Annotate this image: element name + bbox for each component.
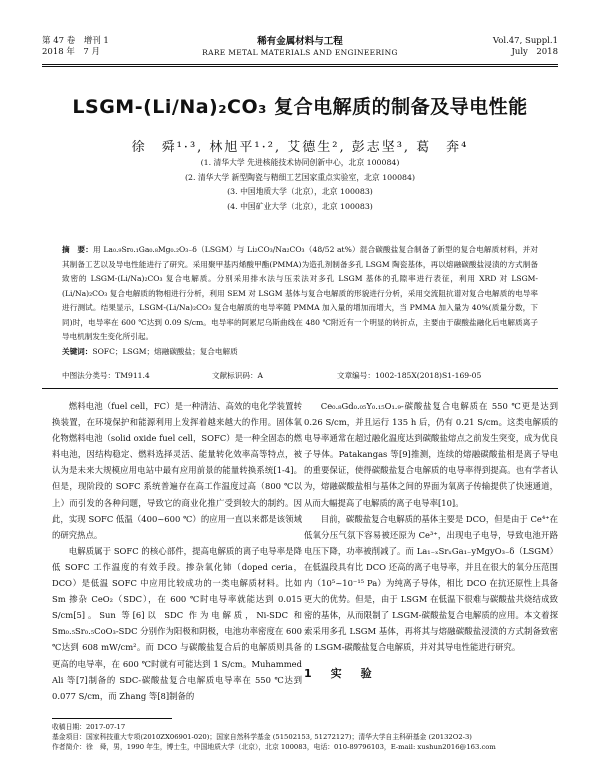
footnote-received: 收稿日期：2017-07-17 <box>52 723 126 731</box>
paragraph: 燃料电池（fuel cell，FC）是一种清洁、高效的电化学装置转换装置，在环境保护和能源利用上发挥着越来越大的作用。固体氧化物燃料电池（solid oxide fuel cell，SOFC）是一种全固态的燃料电池，因结构稳定、燃料选择灵活、能量转化效率高等特点，被认为是未来大规模应用电站中最有应用前景的能量转换系统[1-4]。但是，现阶段的 SOFC 系统普遍存在高工作温度过高（800 ℃以上）而引发的各种问题，导致它的商业化推广受到较大的制约。因此，实现 SOFC 低温（400~600 ℃）的应用一直以来都是该领域的研究热点。 <box>52 401 302 540</box>
footnote-rule <box>52 718 172 719</box>
clc-number: 中图法分类号：TM911.4 <box>62 371 150 380</box>
running-header <box>42 36 558 66</box>
paragraph: Ce₀.₈Gd₀.₀₅Y₀.₁₅O₁.₉-碳酸盐复合电解质在 550 ℃更是达到 0.26 S/cm，并且运行 135 h 后，仍有 0.21 S/cm。这类电解质的电导率通常在超过融化温度达到碳酸盐熔点之前发生突变，成为优良子导体。Patakangas 等[9]推测，连续的熔融碳酸盐相是离子导电的重要保证，使得碳酸盐复合电解质的电导率得到提高。也有学者认为，熔融碳酸盐相与基体之间的界面为氧离子传输提供了快速通道，从而大幅提高了电解质的离子电导率[10]。 <box>304 401 558 508</box>
article-number: 文章编号：1002-185X(2018)S1-169-05 <box>337 371 482 380</box>
header-rule-thin <box>42 66 558 67</box>
affiliation-4: (4. 中国矿业大学（北京），北京 100083) <box>227 201 373 211</box>
affiliations <box>0 156 600 214</box>
paragraph: 目前，碳酸盐复合电解质的基体主要是 DCO，但是由于 Ce⁴⁺在低氧分压气氛下容易被还原为 Ce³⁺，出现电子电导，导致电池开路电压下降，功率被削减了。而 La₁₋ₓSrₓGa₁₋yMgyO₃₋δ（LSGM）在低温段具有比 DCO 还高的离子电导率，并且在很大的氧分压范围内（10⁵~10⁻¹⁵ Pa）为纯离子导体，相比 DCO 在抗还原性上具备更大的优势。但是，由于 LSGM 在低温下很难与碳酸盐共烧结成致密的基体，从而限制了 LSGM-碳酸盐复合电解质的应用。本文着探索采用多孔 LSGM 基体，再将其与熔融碳酸盐浸渍的方式制备致密的 LSGM-碳酸盐复合电解质，并对其导电性能进行研究。 <box>304 513 558 653</box>
body-column-right <box>304 398 558 682</box>
footnotes <box>52 722 558 752</box>
keywords-label: 关键词： <box>62 346 93 356</box>
paper-title: LSGM-(Li/Na)₂CO₃ 复合电解质的制备及导电性能 <box>72 96 528 118</box>
paragraph: 电解质属于 SOFC 的核心部件，提高电解质的离子电导率是降低 SOFC 工作温度的有效手段。掺杂氧化铈（doped ceria，DCO）是低温 SOFC 中应用比较成功的一类电解质材料。比如 Sm 掺杂 CeO₂（SDC），在 600 ℃时电导率就能达到 0.015 S/cm[5]。Sun 等[6]以 SDC 作为电解质，Ni-SDC 和 Sm₀.₅Sr₀.₅CoO₃-SDC 分别作为阳极和阴极，电池功率密度在 600 ℃达到 608 mW/cm²。而 DCO 与碳酸盐复合后的电解质则具备更高的电导率，在 600 ℃时就有可能达到 1 S/cm。Muhammed Ali 等[7]制备的 SDC-碳酸盐复合电解质电导率在 550 ℃达到 0.077 S/cm，而 Zhang 等[8]制备的 <box>52 545 302 701</box>
body-column-left <box>52 398 302 704</box>
author-list: 徐 舜¹·³, 林旭平¹·², 艾德生², 彭志坚³, 葛 奔⁴ <box>131 140 469 155</box>
header-rule <box>42 64 558 65</box>
affiliation-3: (3. 中国地质大学（北京），北京 100083) <box>227 187 373 196</box>
section-heading: 1 实 验 <box>304 666 376 680</box>
abstract <box>62 243 538 359</box>
footnote-funding: 基金项目：国家科技重大专项(2010ZX06901-020)；国家自然科学基金 (51502153, 51272127)；清华大学自主科研基金 (20132O2-3) <box>52 733 472 741</box>
header-vol-date: Vol.47, Suppl.1 July 2018 <box>492 36 558 57</box>
keywords-text: SOFC；LSGM；熔融碳酸盐；复合电解质 <box>92 346 238 356</box>
abstract-text: 用 La₀.₉Sr₀.₁Ga₀.₈Mg₀.₂O₃₋δ（LSGM）与 Li₂CO₃/Na₂CO₃（48/52 at%）混合碳酸盐复合制备了新型的复合电解质材料，并对其制备工艺以及导电性能进行了研究。采用聚甲基丙烯酸甲酯(PMMA)为造孔剂制备多孔 LSGM 陶瓷基体，再以熔融碳酸盐浸渍的方式制备致密的 LSGM-(Li/Na)₂CO₃ 复合电解质。分别采用排水法与压汞法对多孔 LSGM 基体的孔隙率进行表征，利用 XRD 对 LSGM-(Li/Na)₂CO₃ 复合电解质的物相进行分析，利用 SEM 对 LSGM 基体与复合电解质的形貌进行分析，采用交流阻抗谱对复合电解质的电导率进行测试。结果显示，LSGM-(Li/Na)₂CO₃ 复合电解质的电导率随 PMMA 加入量的增加而增大，当 PMMA 加入量为 40%(质量分数，下同)时，电导率在 600 ℃达到 0.09 S/cm。电导率的阿累尼乌斯曲线在 480 ℃附近有一个明显的转折点，主要由于碳酸盐融化后电解质离子导电机制发生变化所引起。 <box>62 245 539 341</box>
body-rule <box>42 388 558 389</box>
header-volume-info: 第 47 卷 增刊 1 2018 年 7 月 <box>42 36 109 57</box>
abstract-label: 摘 要： <box>62 245 94 254</box>
document-code: 文献标识码：A <box>212 371 264 380</box>
affiliation-2: (2. 清华大学 新型陶瓷与精细工艺国家重点实验室，北京 100084) <box>184 172 416 182</box>
journal-name: 稀有金属材料与工程 RARE METAL MATERIALS AND ENGINEERING <box>202 36 398 57</box>
affiliation-1: (1. 清华大学 先进核能技术协同创新中心，北京 100084) <box>200 158 400 167</box>
classification-line <box>62 370 538 382</box>
footnote-author: 作者简介：徐 舜，男，1990 年生，博士生，中国地质大学（北京），北京 100083，电话：010-89796103，E-mail: xushun2016@163.com <box>52 743 496 751</box>
